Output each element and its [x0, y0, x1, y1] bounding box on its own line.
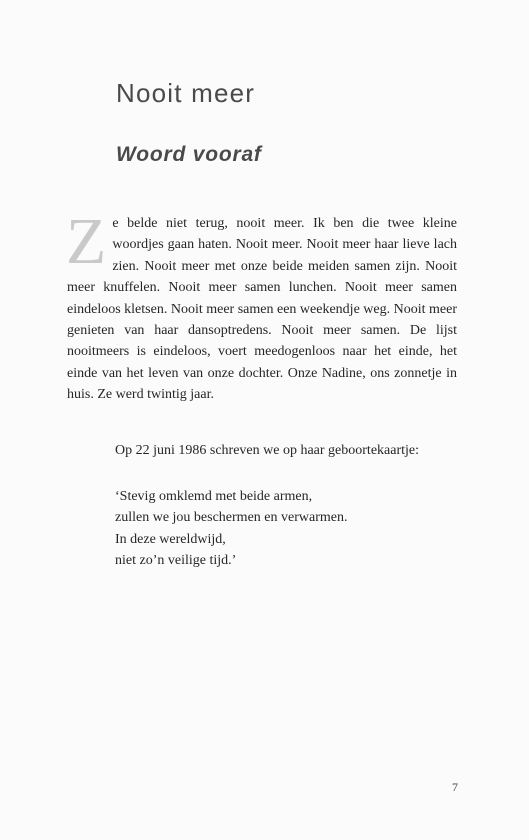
poem-line: In deze wereldwijd, [115, 531, 226, 547]
page-number: 7 [452, 780, 458, 794]
poem-quote [115, 486, 347, 572]
opening-paragraph-text: e belde niet terug, nooit meer. Ik ben die twee kleine woordjes gaan haten. Nooit meer. Nooit meer haar lieve lach zien. Nooit meer met onze beide meiden samen zijn. Nooit meer knuffelen. Nooit meer samen lunchen. Nooit meer samen eindeloos kletsen. Nooit meer samen een weekendje weg. Nooit meer genieten van haar dansoptredens. Nooit meer samen. De lijst nooitmeers is eindeloos, voert meedogenloos naar het einde, het einde van het leven van onze dochter. Onze Nadine, ons zonnetje in huis. Ze werd twintig jaar. [67, 216, 457, 403]
poem-line: zullen we jou beschermen en verwarmen. [115, 510, 348, 526]
opening-paragraph [66, 205, 457, 406]
chapter-title: Nooit meer [116, 78, 256, 108]
drop-cap: Z [66, 205, 107, 278]
poem-line: ‘Stevig omklemd met beide armen, [115, 489, 313, 504]
chapter-subtitle: Woord vooraf [116, 143, 262, 166]
poem-line: niet zo’n veilige tijd.’ [115, 553, 237, 569]
second-paragraph: Op 22 juni 1986 schreven we op haar geboortekaartje: [115, 443, 420, 458]
